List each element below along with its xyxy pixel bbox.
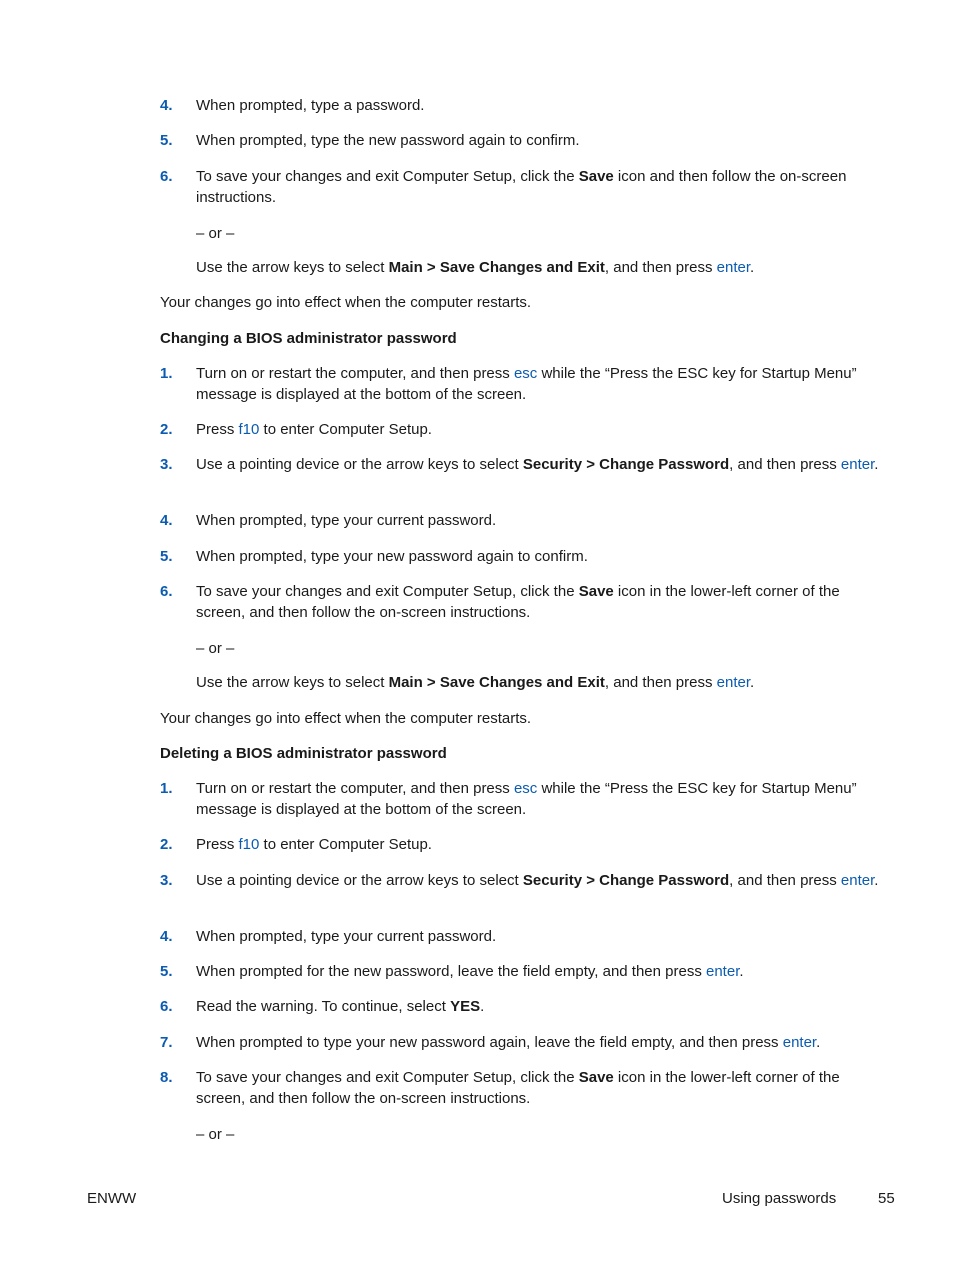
alternative-instruction: Use the arrow keys to select Main > Save Changes and Exit, and then press enter. [196,259,755,276]
section-heading: Changing a BIOS administrator password [160,330,457,347]
key-name: esc [513,780,538,797]
paragraph: Your changes go into effect when the computer restarts. [160,710,532,727]
step-text: Turn on or restart the computer, and then press esc while the “Press the ESC key for Startup Menu” message is displayed at the bottom of the screen. [196,365,857,403]
step-number: 2. [160,836,173,853]
key-name: f10 [238,421,260,438]
key-name: enter [840,872,875,889]
step-text: Read the warning. To continue, select YES. [196,998,485,1015]
step-text: When prompted, type your new password again to confirm. [196,548,588,565]
key-name: enter [840,456,875,473]
step-text: When prompted, type the new password again to confirm. [196,132,580,149]
key-name: enter [716,674,751,691]
step-number: 3. [160,872,173,889]
step-text: When prompted for the new password, leave the field empty, and then press enter. [196,963,744,980]
or-separator: – or – [196,1126,235,1143]
or-separator: – or – [196,640,235,657]
step-text: When prompted, type your current password. [196,512,497,529]
step-text: To save your changes and exit Computer Setup, click the Save icon in the lower-left corner of the screen, and then follow the on-screen instructions. [196,583,840,621]
step-number: 2. [160,421,173,438]
step-number: 6. [160,583,173,600]
step-text: When prompted, type a password. [196,97,425,114]
step-number: 1. [160,365,173,382]
paragraph: Your changes go into effect when the computer restarts. [160,294,532,311]
step-number: 5. [160,548,173,565]
step-number: 4. [160,512,173,529]
step-text: Press f10 to enter Computer Setup. [196,421,432,438]
step-number: 5. [160,963,173,980]
step-number: 3. [160,456,173,473]
step-number: 5. [160,132,173,149]
key-name: enter [706,963,740,980]
key-name: f10 [238,836,260,853]
step-number: 6. [160,998,173,1015]
step-number: 4. [160,97,173,114]
footer-section-title: Using passwords [722,1190,837,1207]
step-text: Turn on or restart the computer, and then press esc while the “Press the ESC key for Startup Menu” message is displayed at the bottom of the screen. [196,780,857,818]
step-text: To save your changes and exit Computer Setup, click the Save icon and then follow the on-screen instructions. [196,168,847,206]
key-name: enter [782,1034,817,1051]
key-name: enter [716,259,751,276]
or-separator: – or – [196,225,235,242]
step-text: Use a pointing device or the arrow keys to select Security > Change Password, and then press enter. [196,872,879,889]
step-text: To save your changes and exit Computer Setup, click the Save icon in the lower-left corner of the screen, and then follow the on-screen instructions. [196,1069,840,1107]
step-text: Press f10 to enter Computer Setup. [196,836,432,853]
step-number: 8. [160,1069,173,1086]
step-number: 4. [160,928,173,945]
step-number: 1. [160,780,173,797]
key-name: esc [513,365,538,382]
step-number: 7. [160,1034,173,1051]
alternative-instruction: Use the arrow keys to select Main > Save Changes and Exit, and then press enter. [196,674,755,691]
page-number: 55 [878,1190,895,1207]
step-text: When prompted to type your new password again, leave the field empty, and then press enter. [196,1034,821,1051]
footer-doc-code: ENWW [87,1190,137,1207]
step-number: 6. [160,168,173,185]
step-text: Use a pointing device or the arrow keys to select Security > Change Password, and then press enter. [196,456,879,473]
section-heading: Deleting a BIOS administrator password [160,745,447,762]
step-text: When prompted, type your current password. [196,928,497,945]
